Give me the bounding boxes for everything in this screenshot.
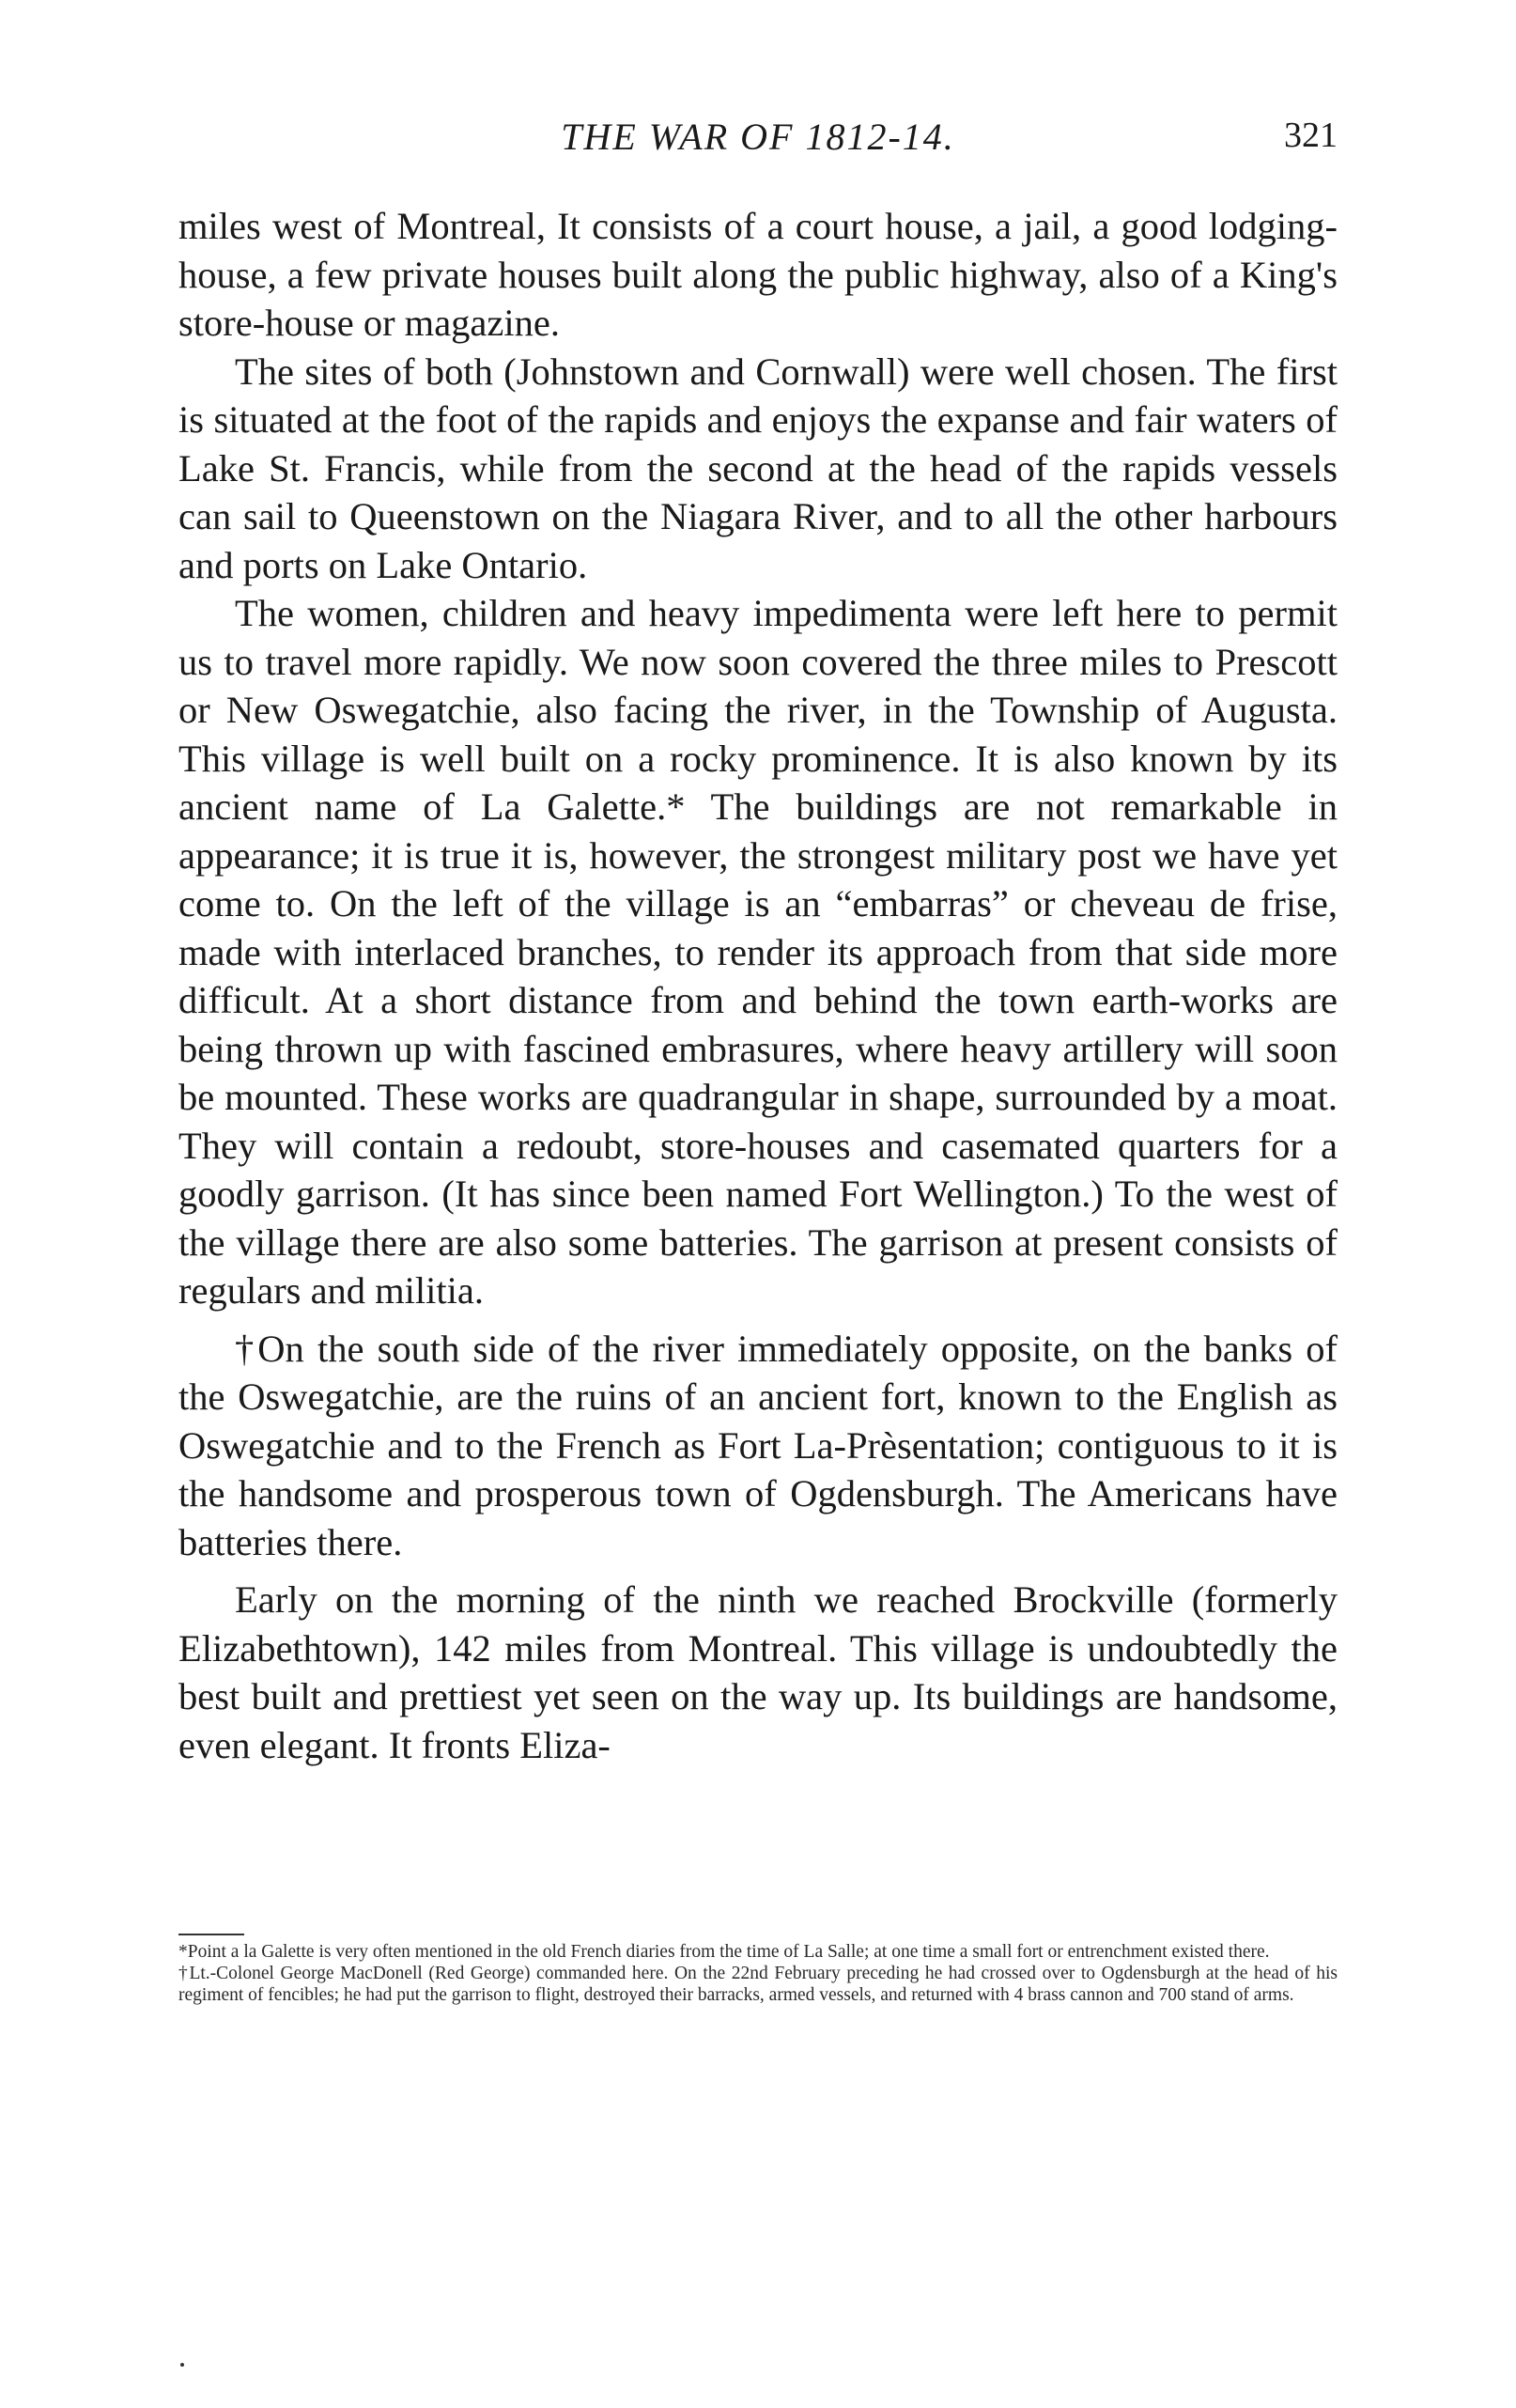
paragraph-oswegatchie: †On the south side of the river immediately opposite, on the banks of the Oswegatchie, are the ruins of an ancient fort, known to the English as Oswegatchie and to the French as Fort La-Prèsentation; contiguous to it is the handsome and prosperous town of Ogdensburgh. The Americans have batteries there. xyxy=(178,1327,1338,1563)
footnote-divider xyxy=(178,1934,244,1935)
running-title: THE WAR OF 1812-14. xyxy=(561,116,955,158)
body-text xyxy=(178,202,1338,1769)
footnotes xyxy=(178,1941,1338,2006)
page-number: 321 xyxy=(1284,116,1338,155)
page-header xyxy=(178,115,1338,171)
paragraph-sites: The sites of both (Johnstown and Cornwall) were well chosen. The first is situated at the foot of the rapids and enjoys the expanse and fair waters of Lake St. Francis, while from the second at the head of the rapids vessels can sail to Queenstown on the Niagara River, and to all the other harbours and ports on Lake Ontario. xyxy=(178,350,1338,586)
paragraph-continuation: miles west of Montreal, It consists of a court house, a jail, a good lodging-house, a few private houses built along the public highway, also of a King's store-house or magazine. xyxy=(178,205,1338,344)
paragraph-prescott: The women, children and heavy impedimenta were left here to permit us to travel more rapidly. We now soon covered the three miles to Prescott or New Oswegatchie, also facing the river, in the Township of Augusta. This village is well built on a rocky prominence. It is also known by its ancient name of La Galette.* The buildings are not remarkable in appearance; it is true it is, however, the strongest military post we have yet come to. On the left of the village is an “embarras” or cheveau de frise, made with interlaced branches, to render its approach from that side more difficult. At a short distance from and behind the town earth-works are being thrown up with fascined embrasures, where heavy artillery will soon be mounted. These works are quadrangular in shape, surrounded by a moat. They will contain a redoubt, store-houses and casemated quarters for a goodly garrison. (It has since been named Fort Wellington.) To the west of the village there are also some batteries. The garrison at present consists of regulars and militia. xyxy=(178,592,1338,1312)
footnote-macdonell: †Lt.-Colonel George MacDonell (Red George) commanded here. On the 22nd February preceding he had crossed over to Ogdensburgh at the head of his regiment of fencibles; he had put the garrison to flight, destroyed their barracks, armed vessels, and returned with 4 brass cannon and 700 stand of arms. xyxy=(178,1964,1338,2005)
paragraph-brockville: Early on the morning of the ninth we reached Brockville (formerly Elizabethtown), 142 miles from Montreal. This village is undoubtedly the best built and prettiest yet seen on the way up. Its buildings are handsome, even elegant. It fronts Eliza- xyxy=(178,1578,1338,1766)
footnote-galette: *Point a la Galette is very often mentioned in the old French diaries from the time of La Salle; at one time a small fort or entrenchment existed there. xyxy=(178,1942,1270,1962)
stray-ink-mark xyxy=(180,2363,184,2367)
